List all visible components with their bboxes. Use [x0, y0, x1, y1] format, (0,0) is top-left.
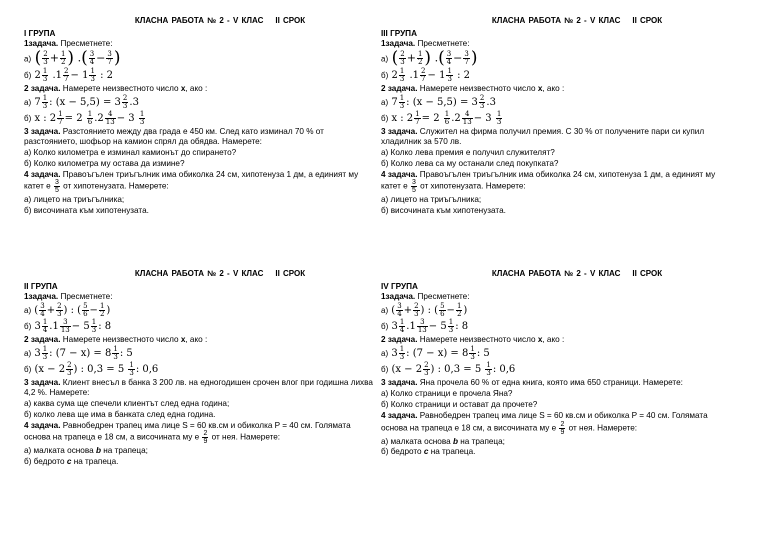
group-2-task2-b: б) (x − 2 $\frac{2}{3}$ ) : 0,3 = 5 $\frac{1}{3}$ : 0,6	[24, 361, 159, 378]
group-2-name: II ГРУПА	[24, 281, 58, 291]
group-2-section: КЛАСНА РАБОТА № 2 - V КЛАС II СРОК II ГРУПА 1задача. Пресметнете: а) ( $\frac{3}{4}$ + $\frac{2}{3}$ ) : ( $\frac{5}{6}$ − $\frac{1}{2}$ ) б) 3 $\frac{1}{4}$ .1 $\frac{3}{13}$ − 5 $\frac{1}{3}$ : 8 2 задача. Намерете неизвестното число x, ако : а) 3 $\frac{1}{3}$ : (7 − x) = 8 $\frac{1}{3}$ : 5 б) (x − 2 $\frac{2}{3}$ ) : 0,3 = 5 $\frac{1}{3}$ : 0,6 3 задача. Клиент внесъл в банка 3 200 лв. на едногодишен срочен влог при годишна лихва 4,2 %. Намерете: а) каква сума ще спечели клиентът след една година; б) колко лева ще има в банката след една година. 4 задача. Равнобедрен трапец има лице S = 60 кв.см и обиколка P = 40 см. Голямата основа на трапеца е 18 см, а височината му е $\frac{2}{9}$ от нея. Намерете: а) малката основа b на трапеца; б) бедрото c на трапеца.	[24, 269, 376, 468]
group-3-task2-a: а) 7 $\frac{1}{3}$ : (x − 5,5) = 3 $\frac{2}{3}$ .3	[381, 94, 496, 111]
group-2-task1-b: б) 3 $\frac{1}{4}$ .1 $\frac{3}{13}$ − 5 $\frac{1}{3}$ : 8	[24, 318, 112, 335]
group-4-task2-b: б) (x − 2 $\frac{2}{3}$ ) : 0,3 = 5 $\frac{1}{3}$ : 0,6	[381, 361, 516, 378]
group-1-section: КЛАСНА РАБОТА № 2 - V КЛАС II СРОК I ГРУПА 1задача. Пресметнете: а) ( $\frac{2}{3}$ + $\frac{1}{2}$ ) .( $\frac{3}{4}$ − $\frac{3}{7}$ ) б) 2 $\frac{1}{3}$ .1 $\frac{2}{7}$ − 1 $\frac{1}{3}$ : 2 2 задача. Намерете неизвестното число x, ако : а) 7 $\frac{1}{3}$ : (x − 5,5) = 3 $\frac{2}{3}$ .3 б) x : 2 $\frac{1}{7}$ = 2 $\frac{1}{6}$ .2 $\frac{4}{13}$ − 3 $\frac{1}{3}$ 3 задача. Разстоянието между два града е 450 км. След като изминал 70 % от разстоянието, шофьор на камион спрял да обядва. Намерете: а) Колко километра е изминал камионът до спирането? б) Колко километра му остава да измине? 4 задача. Правоъгълен триъгълник има обиколка 24 см, хипотенуза 1 дм, а единият му катет е $\frac{3}{5}$ от хипотенузата. Намерете: а) лицето на триъгълника; б) височината към хипотенузата.	[24, 16, 376, 217]
group-2-task1-a: а) ( $\frac{3}{4}$ + $\frac{2}{3}$ ) : ( $\frac{5}{6}$ − $\frac{1}{2}$ )	[24, 302, 111, 319]
group-4-task2-a: а) 3 $\frac{1}{3}$ : (7 − x) = 8 $\frac{1}{3}$ : 5	[381, 345, 490, 362]
group-3-task2-b: б) x : 2 $\frac{1}{7}$ = 2 $\frac{1}{6}$ .2 $\frac{4}{13}$ − 3 $\frac{1}{3}$	[381, 110, 502, 127]
group-1-task1-b: б) 2 $\frac{1}{3}$ .1 $\frac{2}{7}$ − 1 $\frac{1}{3}$ : 2	[24, 67, 114, 84]
group-4-title: КЛАСНА РАБОТА № 2 - V КЛАС II СРОК	[491, 269, 663, 278]
group-3-task1-a: а) ( $\frac{2}{3}$ + $\frac{1}{2}$ ) .( $\frac{3}{4}$ − $\frac{3}{7}$ )	[381, 48, 478, 69]
group-1-task1-a: а) ( $\frac{2}{3}$ + $\frac{1}{2}$ ) .( $\frac{3}{4}$ − $\frac{3}{7}$ )	[24, 48, 121, 69]
group-1-task2-a: а) 7 $\frac{1}{3}$ : (x − 5,5) = 3 $\frac{2}{3}$ .3	[24, 94, 139, 111]
group-2-task2-a: а) 3 $\frac{1}{3}$ : (7 − x) = 8 $\frac{1}{3}$ : 5	[24, 345, 133, 362]
group-3-task1-b: б) 2 $\frac{1}{3}$ .1 $\frac{2}{7}$ − 1 $\frac{1}{3}$ : 2	[381, 67, 471, 84]
group-2-title: КЛАСНА РАБОТА № 2 - V КЛАС II СРОК	[134, 269, 306, 278]
group-3-section: КЛАСНА РАБОТА № 2 - V КЛАС II СРОК III ГРУПА 1задача. Пресметнете: а) ( $\frac{2}{3}$ + $\frac{1}{2}$ ) .( $\frac{3}{4}$ − $\frac{3}{7}$ ) б) 2 $\frac{1}{3}$ .1 $\frac{2}{7}$ − 1 $\frac{1}{3}$ : 2 2 задача. Намерете неизвестното число x, ако : а) 7 $\frac{1}{3}$ : (x − 5,5) = 3 $\frac{2}{3}$ .3 б) x : 2 $\frac{1}{7}$ = 2 $\frac{1}{6}$ .2 $\frac{4}{13}$ − 3 $\frac{1}{3}$ 3 задача. Служител на фирма получил премия. С 30 % от получените пари си купил хладилник за 570 лв. а) Колко лева премия е получил служителят? б) Колко лева са му останали след покупката? 4 задача. Правоъгълен триъгълник има обиколка 24 см, хипотенуза 1 дм, а единият му катет е $\frac{3}{5}$ от хипотенузата. Намерете: а) лицето на триъгълника; б) височината към хипотенузата.	[381, 16, 733, 217]
group-1-title: КЛАСНА РАБОТА № 2 - V КЛАС II СРОК	[134, 16, 306, 25]
group-3-name: III ГРУПА	[381, 28, 417, 38]
group-4-name: IV ГРУПА	[381, 281, 418, 291]
group-4-section: КЛАСНА РАБОТА № 2 - V КЛАС II СРОК IV ГРУПА 1задача. Пресметнете: а) ( $\frac{3}{4}$ + $\frac{2}{3}$ ) : ( $\frac{5}{6}$ − $\frac{1}{2}$ ) б) 3 $\frac{1}{4}$ .1 $\frac{3}{13}$ − 5 $\frac{1}{3}$ : 8 2 задача. Намерете неизвестното число x, ако : а) 3 $\frac{1}{3}$ : (7 − x) = 8 $\frac{1}{3}$ : 5 б) (x − 2 $\frac{2}{3}$ ) : 0,3 = 5 $\frac{1}{3}$ : 0,6 3 задача. Яна прочела 60 % от една книга, която има 650 страници. Намерете: а) Колко страници е прочела Яна? б) Колко страници и остават да прочете? 4 задача. Равнобедрен трапец има лице S = 60 кв.см и обиколка P = 40 см. Голямата основа на трапеца е 18 см, а височината му е $\frac{2}{9}$ от нея. Намерете: а) малката основа b на трапеца; б) бедрото c на трапеца.	[381, 269, 733, 458]
group-1-task2-b: б) x : 2 $\frac{1}{7}$ = 2 $\frac{1}{6}$ .2 $\frac{4}{13}$ − 3 $\frac{1}{3}$	[24, 110, 145, 127]
group-1-name: I ГРУПА	[24, 28, 56, 38]
group-4-task1-a: а) ( $\frac{3}{4}$ + $\frac{2}{3}$ ) : ( $\frac{5}{6}$ − $\frac{1}{2}$ )	[381, 302, 468, 319]
group-3-title: КЛАСНА РАБОТА № 2 - V КЛАС II СРОК	[491, 16, 663, 25]
group-4-task1-b: б) 3 $\frac{1}{4}$ .1 $\frac{3}{13}$ − 5 $\frac{1}{3}$ : 8	[381, 318, 469, 335]
